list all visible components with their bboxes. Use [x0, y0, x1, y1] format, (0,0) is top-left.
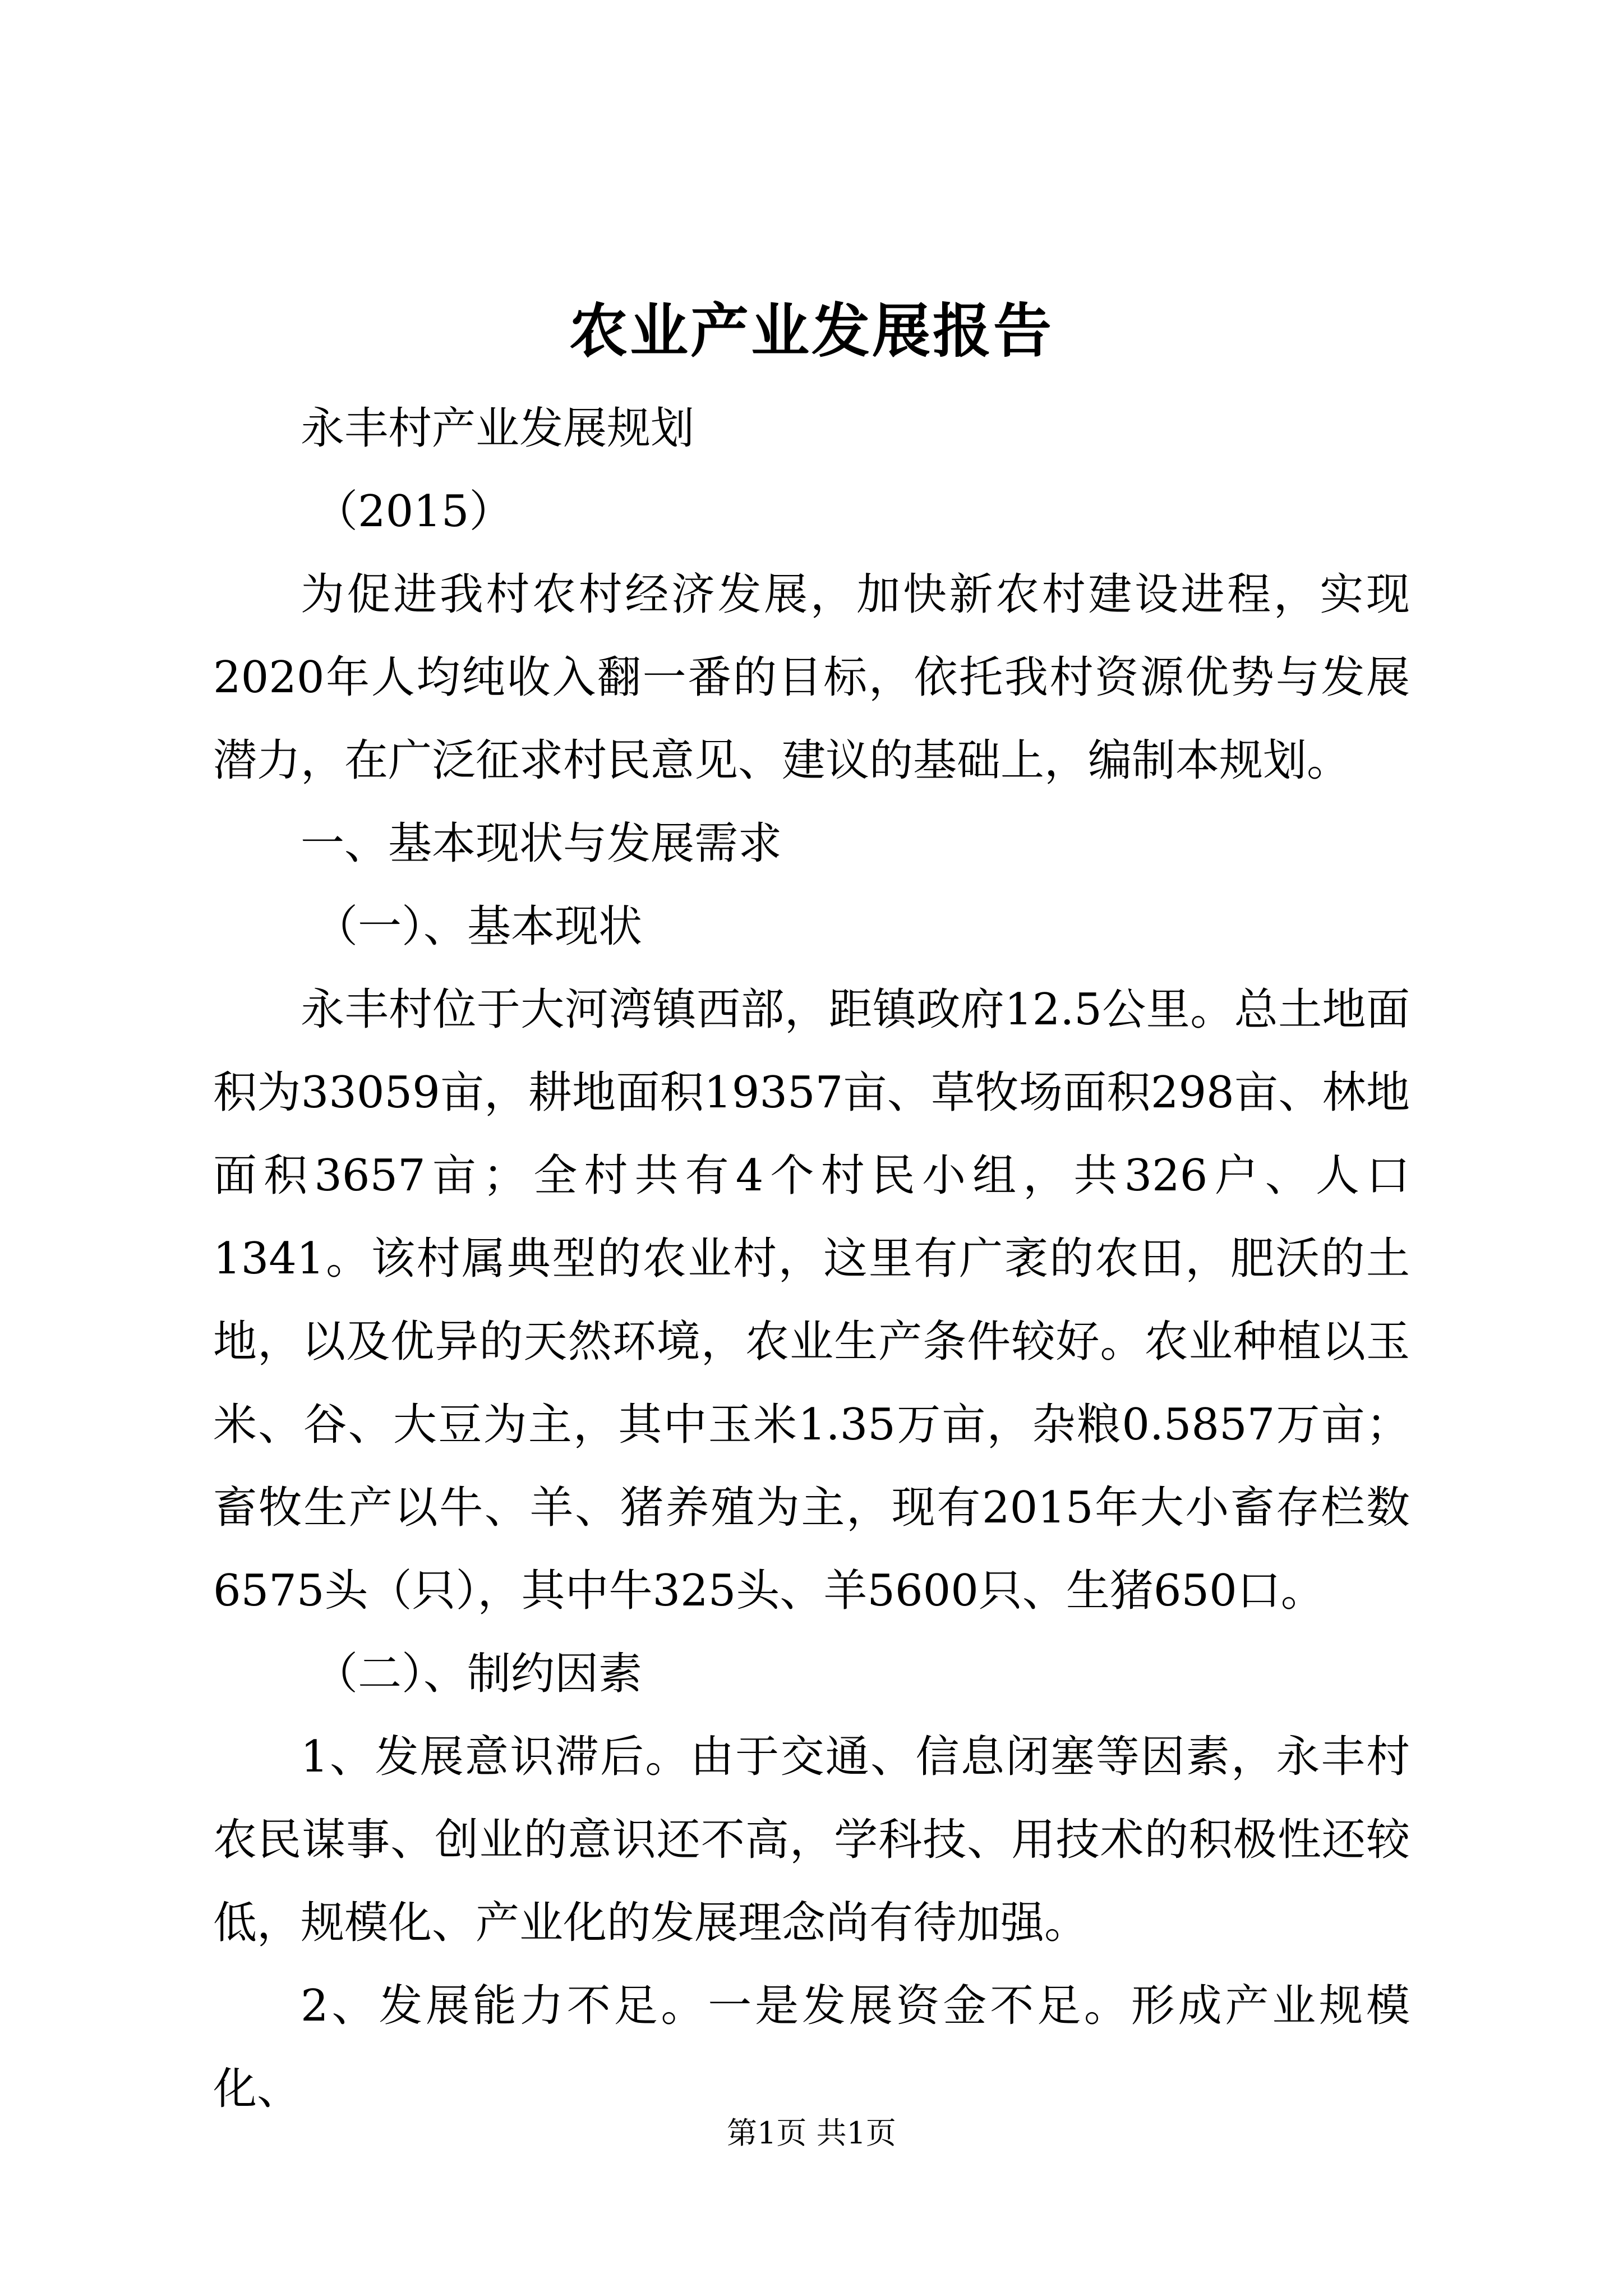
page-footer: 第1页 共1页: [727, 2115, 896, 2151]
paragraph-status: 永丰村位于大河湾镇西部，距镇政府12.5公里。总土地面积为33059亩，耕地面积19357亩、草牧场面积298亩、林地面积3657亩；全村共有4个村民小组，共326户、人口1341。该村属典型的农业村，这里有广袤的农田，肥沃的土地，以及优异的天然环境，农业生产条件较好。农业种植以玉米、谷、大豆为主，其中玉米1.35万亩，杂粮0.5857万亩；畜牧生产以牛、羊、猪养殖为主，现有2015年大小畜存栏数6575头（只），其中牛325头、羊5600只、生猪650口。: [213, 984, 1410, 1616]
subsection-heading-status: （一）、基本现状: [314, 901, 643, 952]
paragraph-year: （2015）: [314, 486, 513, 537]
document-body: [213, 387, 1410, 2131]
section-heading-1: 一、基本现状与发展需求: [301, 818, 782, 869]
paragraph-plan-title: 永丰村产业发展规划: [301, 403, 695, 454]
paragraph-intro: 为促进我村农村经济发展，加快新农村建设进程，实现2020年人均纯收入翻一番的目标，依托我村资源优势与发展潜力，在广泛征求村民意见、建议的基础上，编制本规划。: [213, 569, 1410, 786]
document-title: 农业产业发展报告: [569, 296, 1054, 365]
subsection-heading-constraints: （二）、制约因素: [314, 1649, 643, 1699]
paragraph-constraint-1: 1、发展意识滞后。由于交通、信息闭塞等因素，永丰村农民谋事、创业的意识还不高，学科技、用技术的积极性还较低，规模化、产业化的发展理念尚有待加强。: [213, 1732, 1410, 1948]
paragraph-constraint-2: 2、发展能力不足。一是发展资金不足。形成产业规模化、: [213, 1981, 1410, 2114]
